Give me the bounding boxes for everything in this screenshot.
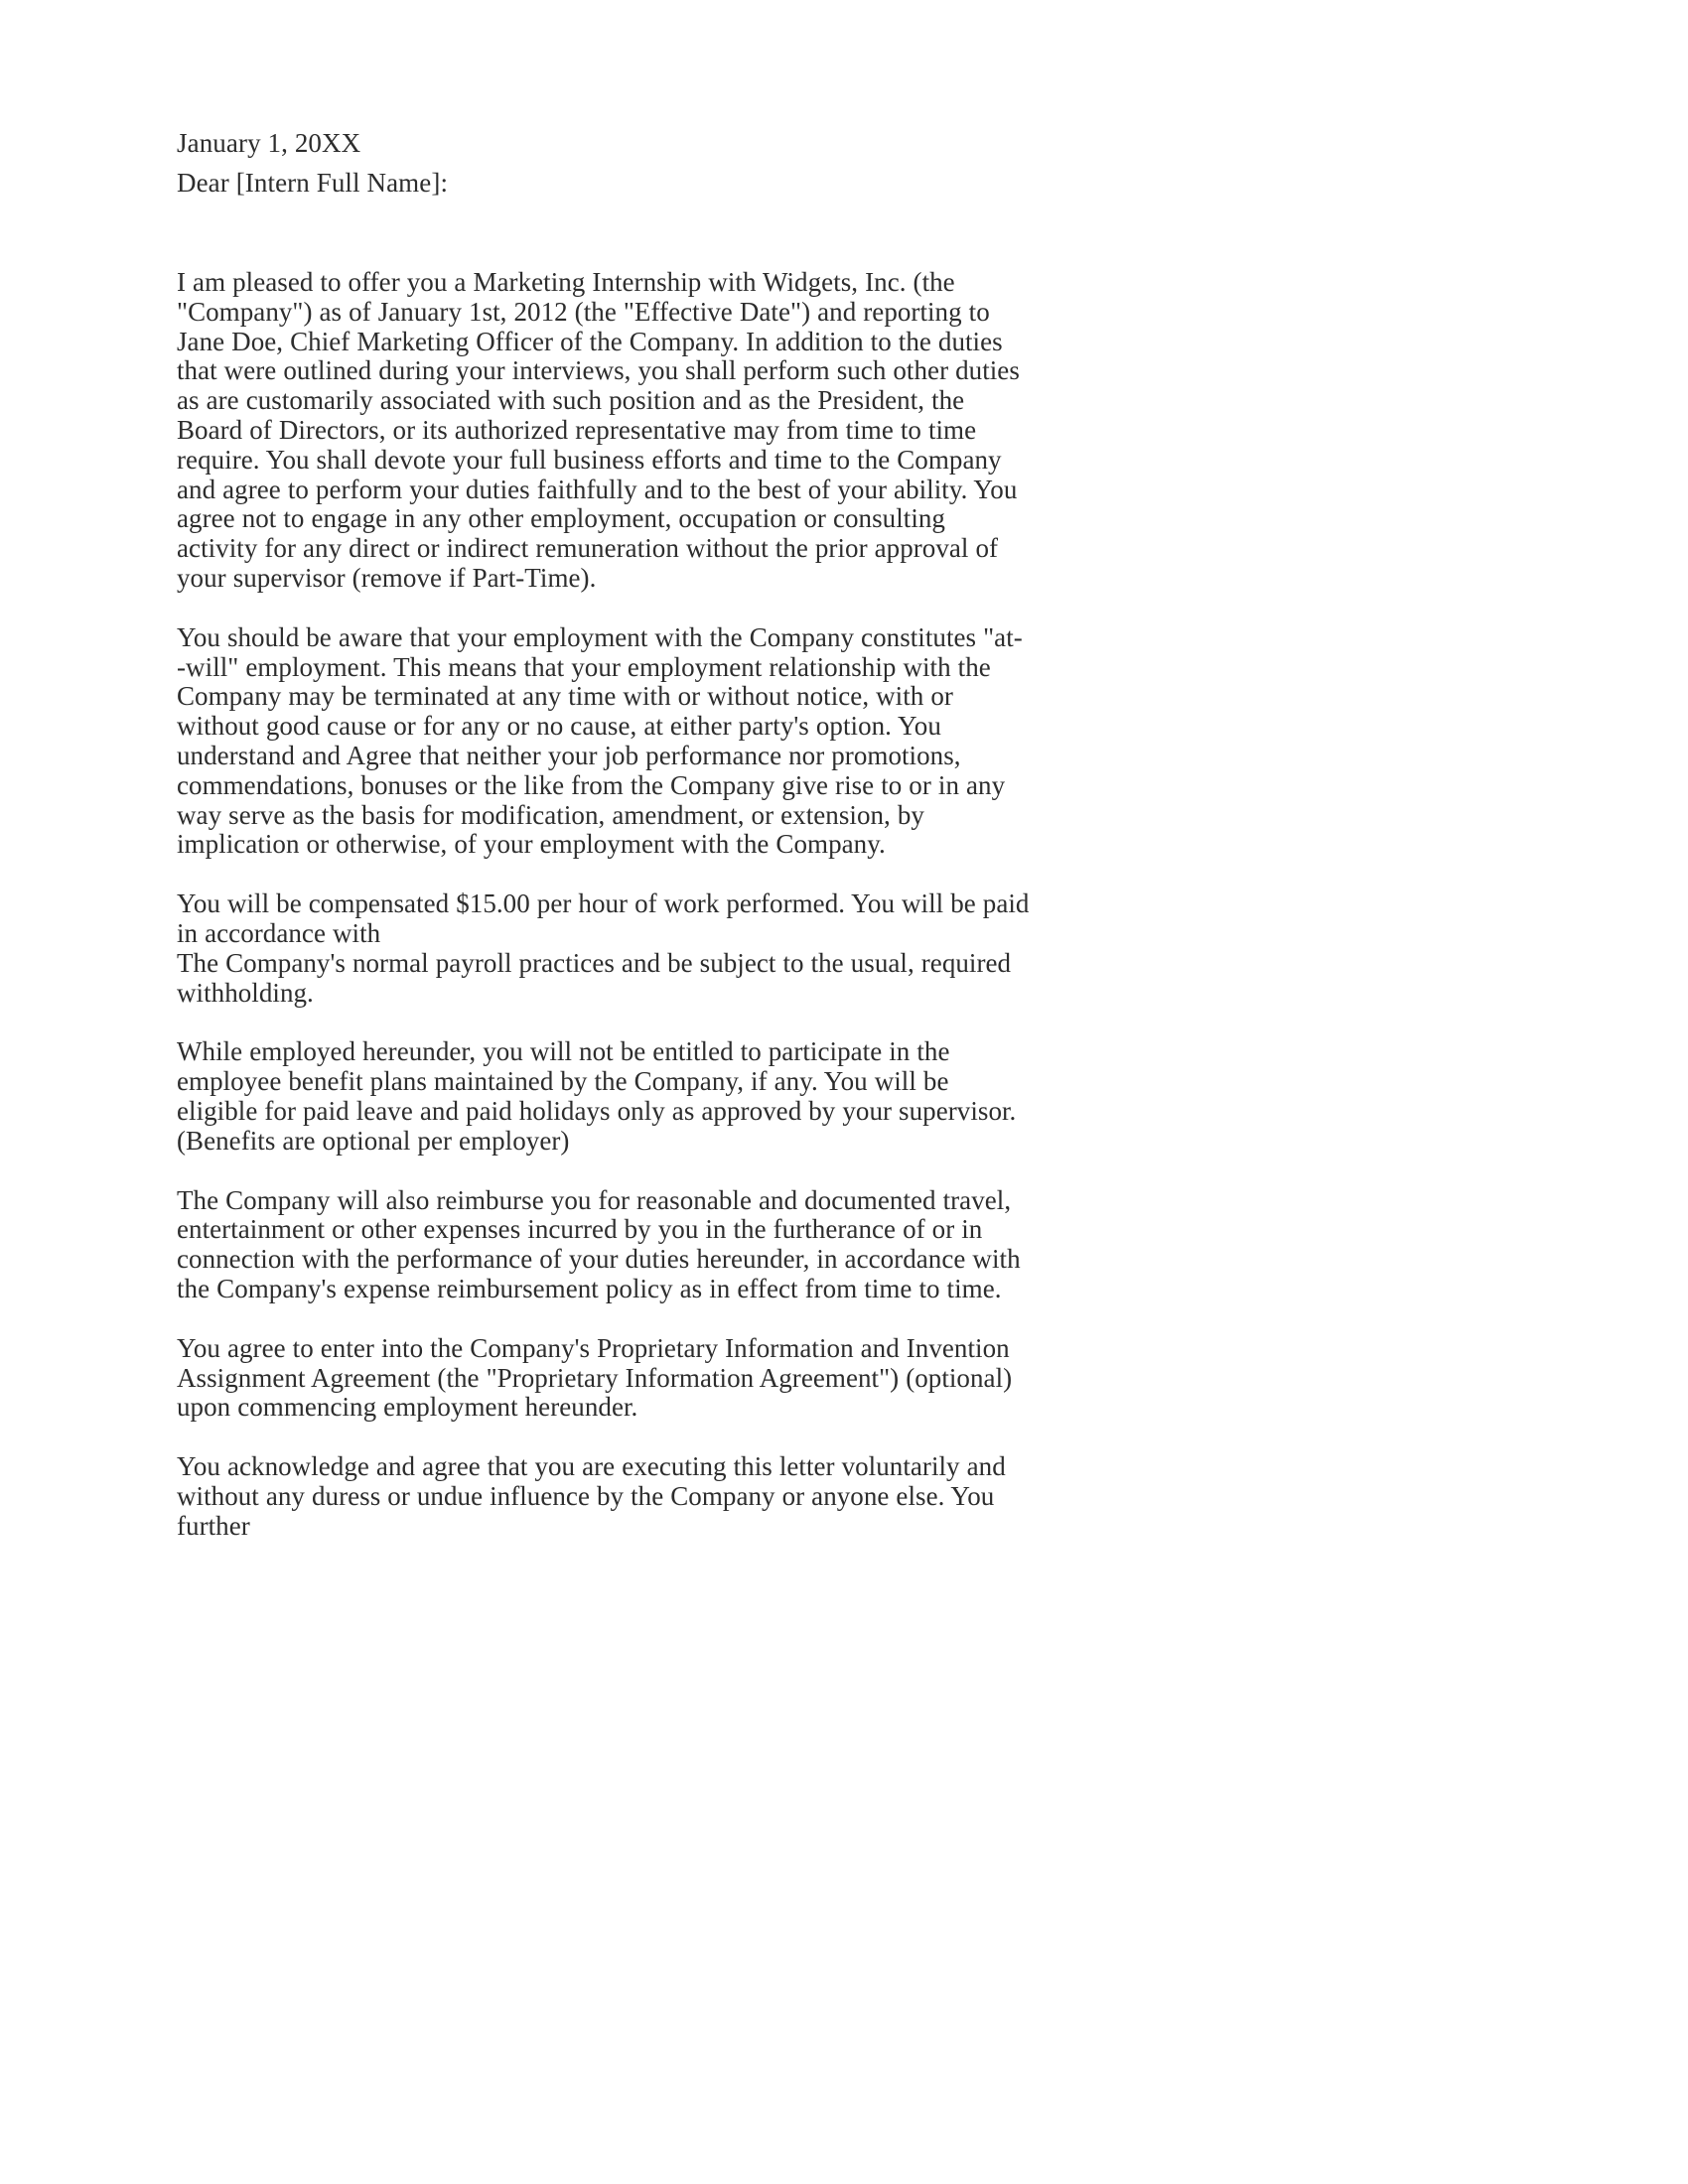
paragraph-offer-terms: I am pleased to offer you a Marketing Internship with Widgets, Inc. (the "Company") as of January 1st, 2012 (the "Effective Date") and reporting to Jane Doe, Chief Marketing Officer of the Company. In addition to the duties that were outlined during your interviews, you shall perform such other duties as are customarily associated with such position and as the President, the Board of Directors, or its authorized representative may from time to time require. You shall devote your full business efforts and time to the Company and agree to perform your duties faithfully and to the best of your ability. You agree not to engage in any other employment, occupation or consulting activity for any direct or indirect remuneration without the prior approval of your supervisor (remove if Part-Time). bbox=[177, 267, 1020, 593]
paragraph-at-will-employment: You should be aware that your employment with the Company constitutes "at--will" employment. This means that your employment relationship with the Company may be terminated at any time with or without notice, with or without good cause or for any or no cause, at either party's option. You understand and Agree that neither your job performance nor promotions, commendations, bonuses or the like from the Company give rise to or in any way serve as the basis for modification, amendment, or extension, by implication or otherwise, of your employment with the Company. bbox=[177, 621, 1023, 860]
letter-salutation: Dear [Intern Full Name]: bbox=[177, 168, 449, 198]
paragraph-benefits: While employed hereunder, you will not be entitled to participate in the employee benefit plans maintained by the Company, if any. You will be eligible for paid leave and paid holidays only as approved by your supervisor. (Benefits are optional per employer) bbox=[177, 1036, 1017, 1156]
salutation-spacer bbox=[177, 203, 1031, 268]
paragraph-voluntary-execution: You acknowledge and agree that you are executing this letter voluntarily and without any duress or undue influence by the Company or anyone else. You further bbox=[177, 1451, 1006, 1541]
paragraph-compensation bbox=[177, 889, 1031, 1008]
letter-body bbox=[177, 123, 1031, 1541]
compensation-line-2: The Company's normal payroll practices and be subject to the usual, required withholding. bbox=[177, 947, 1012, 1008]
paragraph-proprietary-information: You agree to enter into the Company's Proprietary Information and Invention Assignment Agreement (the "Proprietary Information Agreement") (optional) upon commencing employment hereunder. bbox=[177, 1332, 1013, 1423]
paragraph-expense-reimbursement: The Company will also reimburse you for reasonable and documented travel, entertainment or other expenses incurred by you in the furtherance of or in connection with the performance of your duties hereunder, in accordance with the Company's expense reimbursement policy as in effect from time to time. bbox=[177, 1184, 1021, 1303]
compensation-line-1: You will be compensated $15.00 per hour of work performed. You will be paid in accordance with bbox=[177, 888, 1030, 948]
letter-date: January 1, 20XX bbox=[177, 128, 361, 158]
